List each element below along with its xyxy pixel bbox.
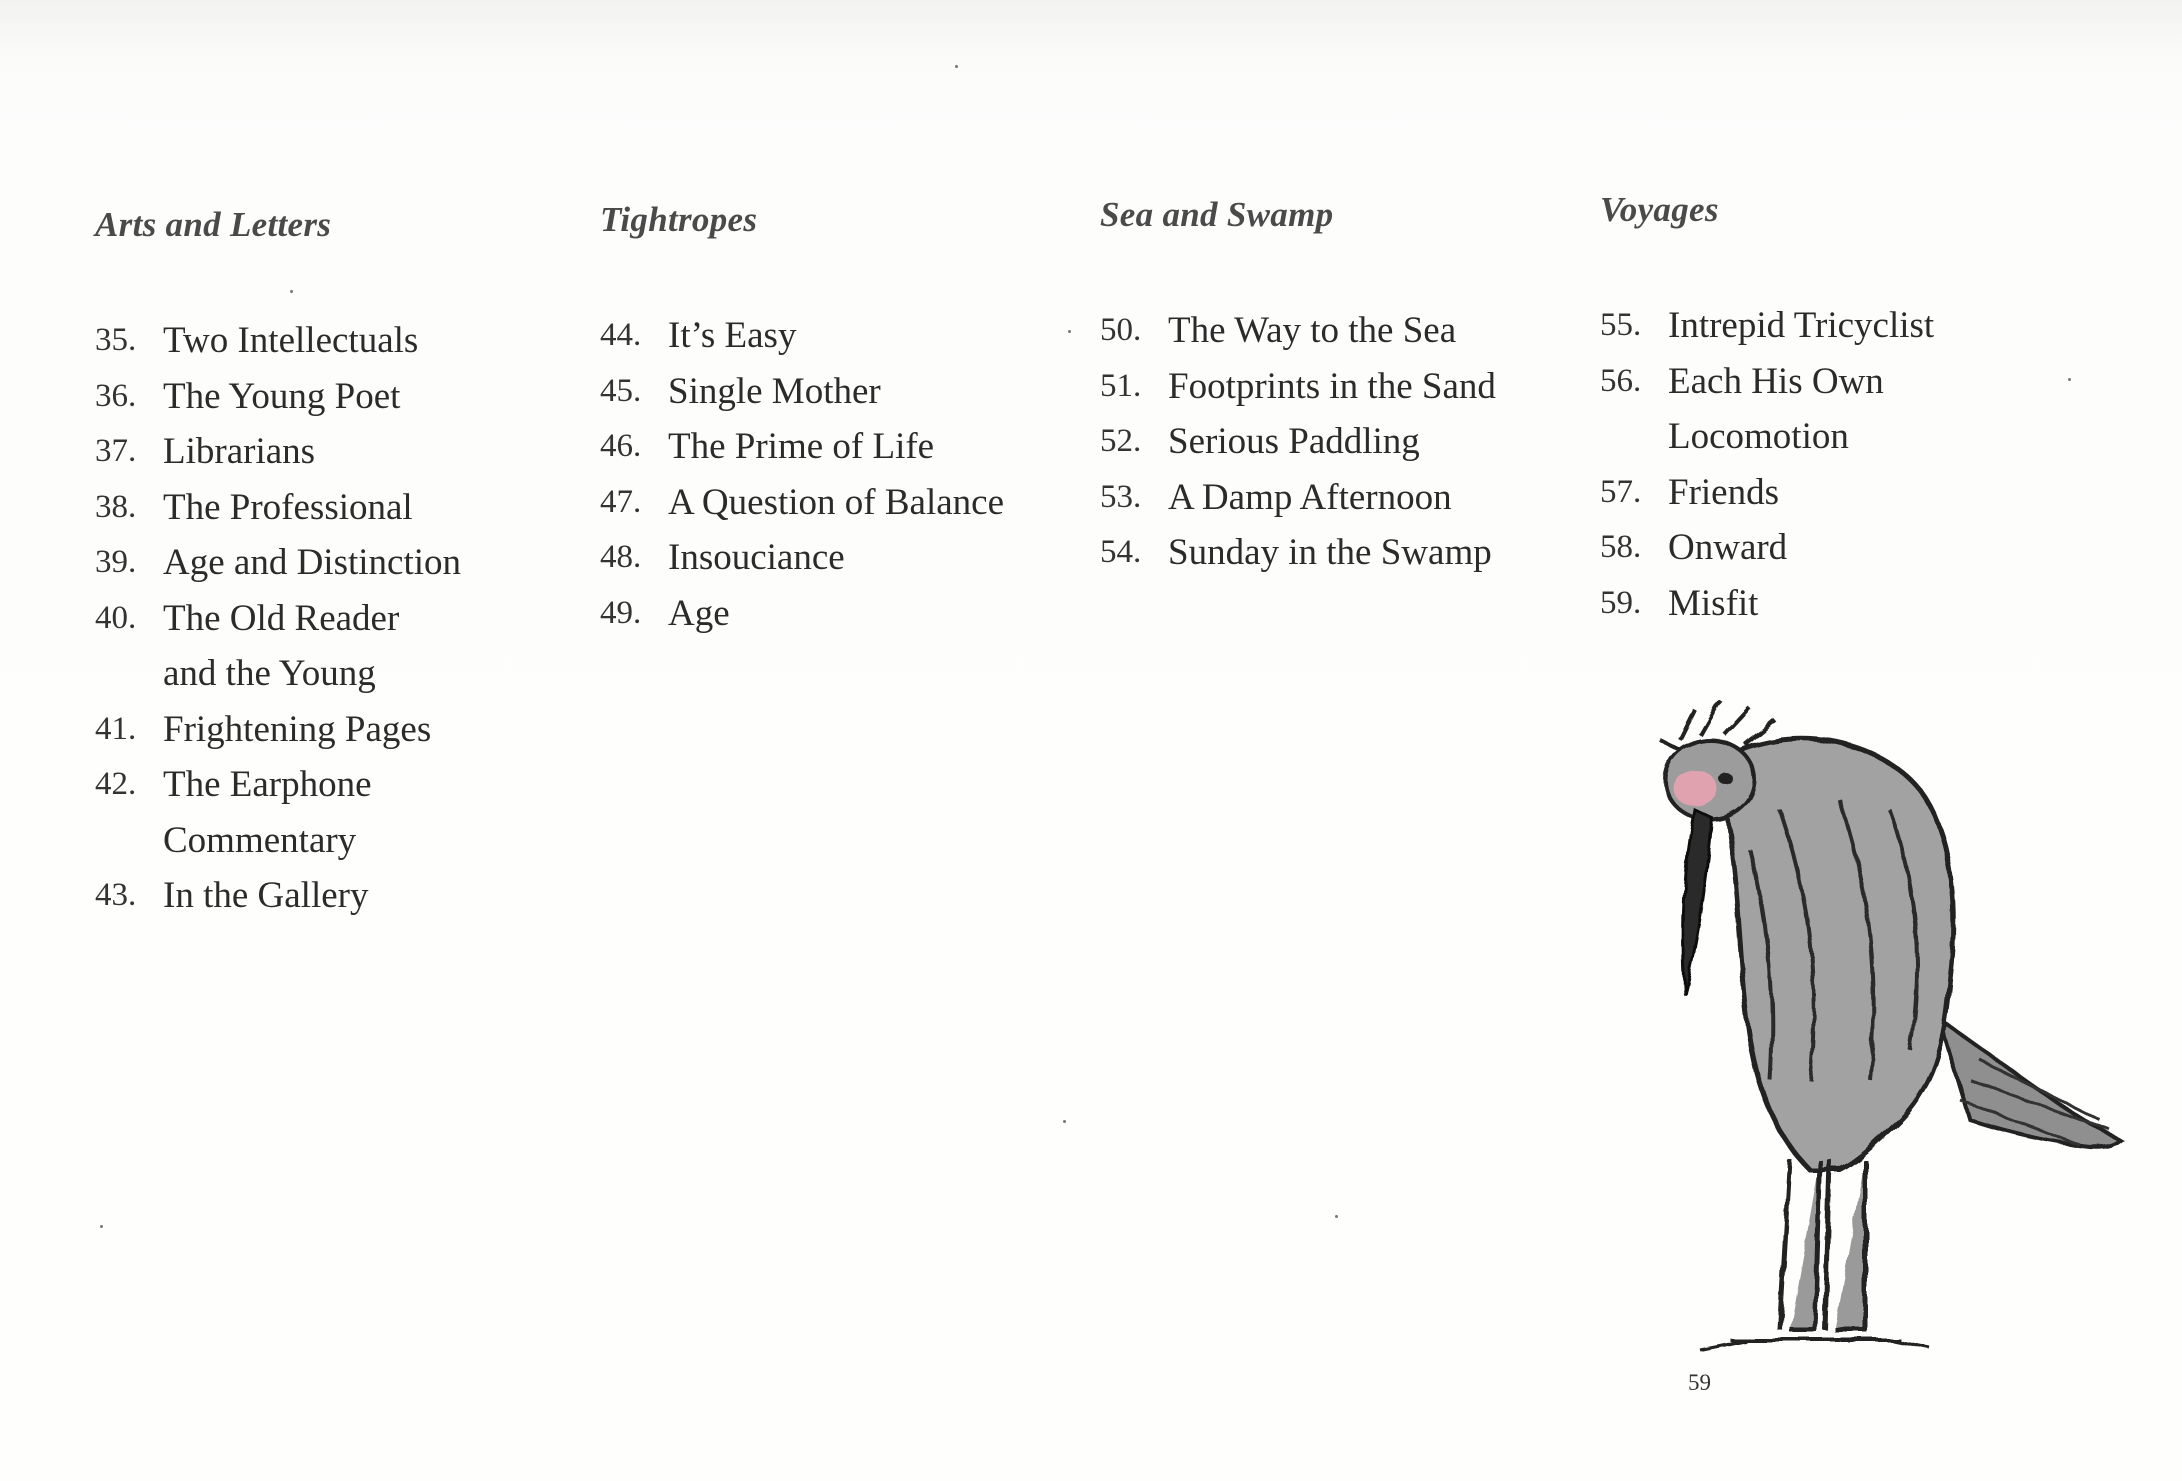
- entry-title: Intrepid Tricyclist: [1668, 305, 1935, 346]
- section-title: Tightropes: [600, 200, 758, 239]
- entry-title: Frightening Pages: [163, 708, 432, 750]
- entry-number: 53.: [1100, 478, 1142, 515]
- list-item: [95, 424, 655, 480]
- entry-number: 46.: [600, 428, 642, 464]
- entry-number: 41.: [95, 710, 137, 747]
- section-arts-and-letters: [95, 205, 462, 916]
- list-item: [600, 419, 1160, 475]
- entry-title: It’s Easy: [668, 315, 797, 356]
- section-sea-and-swamp: [1100, 195, 1496, 573]
- entry-number: 39.: [95, 544, 137, 580]
- list-item: [95, 868, 655, 924]
- entry-number: 40.: [95, 599, 137, 636]
- list-item: [95, 480, 655, 536]
- entry-number: 49.: [600, 594, 642, 631]
- list-item: [95, 369, 655, 425]
- list-item: [1100, 525, 1660, 581]
- list-item: [95, 313, 655, 369]
- entry-title: Librarians: [163, 431, 316, 472]
- entry-title: Single Mother: [668, 370, 881, 412]
- entry-number: 37.: [95, 433, 137, 469]
- entry-number: 54.: [1100, 534, 1142, 570]
- list-item: [95, 702, 655, 758]
- entry-number: 43.: [95, 877, 137, 913]
- entry-title: The Professional: [163, 486, 413, 528]
- section-title: Arts and Letters: [95, 205, 332, 244]
- list-item: [1100, 303, 1660, 359]
- list-item: [1600, 576, 2160, 632]
- entry-number: 35.: [95, 322, 137, 358]
- hunched-bird-drawing: [1640, 700, 2160, 1360]
- entry-number: 48.: [600, 539, 642, 575]
- list-item: [1600, 354, 2160, 465]
- entry-number: 58.: [1600, 529, 1642, 565]
- scan-speck: [1063, 1120, 1066, 1123]
- scan-speck: [100, 1225, 103, 1228]
- entry-number: 55.: [1600, 307, 1642, 343]
- entry-title: Footprints in the Sand: [1168, 365, 1496, 407]
- page-number: 59: [1688, 1370, 1711, 1395]
- list-item: [1600, 298, 2160, 354]
- section-title: Sea and Swamp: [1100, 195, 1334, 234]
- entry-title: Serious Paddling: [1168, 421, 1420, 462]
- entry-number: 45.: [600, 372, 642, 409]
- list-item: [600, 530, 1160, 586]
- list-item: [95, 757, 655, 868]
- entry-title: Age: [668, 592, 730, 634]
- entry-title: The Way to the Sea: [1168, 310, 1457, 351]
- entry-title: Each His Own Locomotion: [1668, 360, 1884, 457]
- entry-title: The Old Reader and the Young: [163, 597, 400, 694]
- list-item: [600, 308, 1160, 364]
- list-item: [1100, 470, 1660, 526]
- scan-speck: [2068, 378, 2071, 381]
- entry-list: [1600, 298, 2160, 631]
- entry-title: Age and Distinction: [163, 542, 462, 583]
- entry-title: Insouciance: [668, 537, 845, 578]
- entry-number: 50.: [1100, 312, 1142, 348]
- list-item: [95, 591, 655, 702]
- entry-number: 56.: [1600, 362, 1642, 399]
- entry-title: The Earphone Commentary: [163, 764, 372, 861]
- entry-number: 36.: [95, 377, 137, 414]
- scan-speck: [955, 65, 958, 68]
- entry-title: Friends: [1668, 471, 1779, 513]
- list-item: [1600, 465, 2160, 521]
- entry-list: [1100, 303, 1660, 581]
- entry-number: 51.: [1100, 367, 1142, 404]
- scan-speck: [1068, 330, 1071, 333]
- entry-title: In the Gallery: [163, 875, 369, 916]
- scan-speck: [1335, 1215, 1338, 1218]
- entry-number: 42.: [95, 766, 137, 802]
- entry-list: [95, 313, 655, 924]
- entry-title: Two Intellectuals: [163, 320, 419, 361]
- section-title: Voyages: [1600, 190, 1719, 229]
- entry-number: 57.: [1600, 473, 1642, 510]
- scan-speck: [290, 290, 293, 293]
- entry-title: Misfit: [1668, 582, 1759, 624]
- entry-title: A Damp Afternoon: [1168, 476, 1452, 518]
- entry-number: 47.: [600, 483, 642, 520]
- entry-number: 52.: [1100, 423, 1142, 459]
- list-item: [1600, 520, 2160, 576]
- entry-title: The Young Poet: [163, 375, 401, 417]
- entry-number: 59.: [1600, 584, 1642, 621]
- list-item: [600, 586, 1160, 642]
- section-tightropes: [600, 200, 1004, 634]
- entry-number: 38.: [95, 488, 137, 525]
- entry-list: [600, 308, 1160, 641]
- list-item: [95, 535, 655, 591]
- entry-title: The Prime of Life: [668, 426, 935, 467]
- list-item: [1100, 359, 1660, 415]
- section-voyages: [1600, 190, 1935, 624]
- entry-title: A Question of Balance: [668, 481, 1004, 523]
- entry-title: Onward: [1668, 527, 1788, 568]
- list-item: [600, 475, 1160, 531]
- entry-title: Sunday in the Swamp: [1168, 532, 1492, 573]
- list-item: [1100, 414, 1660, 470]
- list-item: [600, 364, 1160, 420]
- entry-number: 44.: [600, 317, 642, 353]
